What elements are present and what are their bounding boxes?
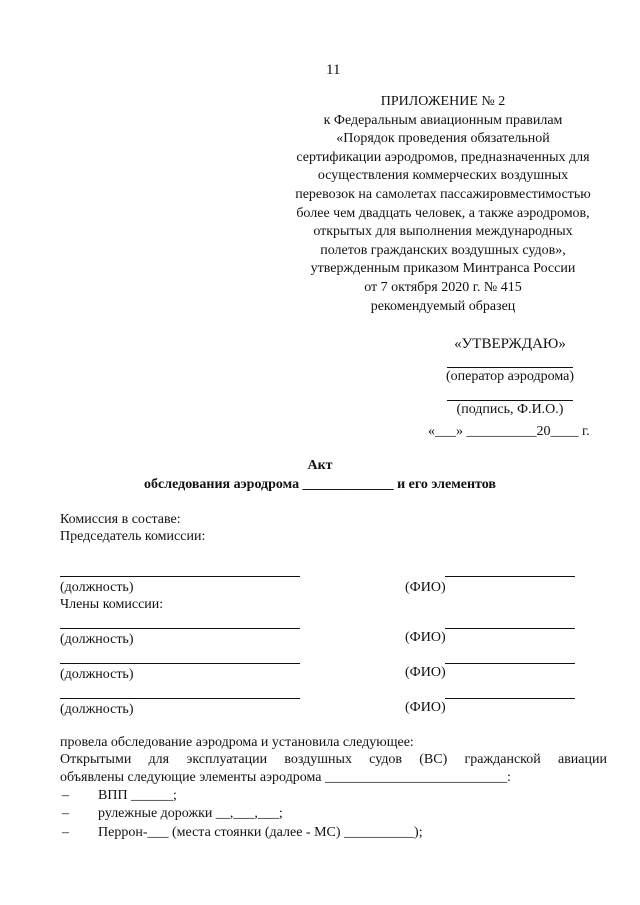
appendix-line: к Федеральным авиационным правилам: [323, 112, 563, 128]
position-caption: (должность): [60, 702, 134, 717]
fio-caption: (ФИО): [405, 630, 446, 645]
appendix-line: рекомендуемый образец: [370, 298, 516, 314]
list-item: Перрон-___ (места стоянки (далее - МС) __________);: [98, 825, 423, 840]
act-title: Акт: [307, 458, 333, 473]
position-line: [60, 698, 300, 699]
list-dash: –: [62, 788, 69, 803]
fio-line: [445, 628, 575, 629]
list-item: ВПП ______;: [98, 788, 177, 803]
findings-open-line: объявлены следующие элементы аэродрома __________________________:: [60, 770, 511, 785]
approval-block: [420, 336, 600, 419]
page-number: 11: [326, 62, 341, 78]
fio-caption: (ФИО): [405, 580, 446, 595]
appendix-line: утвержденным приказом Минтранса России: [310, 261, 576, 277]
position-caption: (должность): [60, 667, 134, 682]
position-caption: (должность): [60, 580, 134, 595]
list-dash: –: [62, 825, 69, 840]
appendix-line: осуществления коммерческих воздушных: [317, 168, 569, 184]
list-dash: –: [62, 806, 69, 821]
signature-caption: (подпись, Ф.И.О.): [456, 402, 564, 417]
appendix-line: более чем двадцать человек, а также аэродромов,: [296, 205, 590, 221]
appendix-line: сертификации аэродромов, предназначенных для: [296, 149, 590, 165]
appendix-line: ПРИЛОЖЕНИЕ № 2: [380, 94, 506, 109]
position-line: [60, 628, 300, 629]
findings-open-line: Открытыми для эксплуатации воздушных судов (ВС) гражданской авиации: [60, 752, 607, 767]
position-line: [60, 576, 300, 577]
appendix-line: открытых для выполнения международных: [313, 224, 573, 240]
approval-heading: «УТВЕРЖДАЮ»: [454, 336, 566, 352]
appendix-line: от 7 октября 2020 г. № 415: [364, 279, 522, 295]
list-item: рулежные дорожки __,___,___;: [98, 806, 283, 821]
commission-composition: Комиссия в составе:: [60, 512, 181, 527]
fio-line: [445, 698, 575, 699]
findings-intro: провела обследование аэродрома и установила следующее:: [60, 735, 414, 750]
operator-signature-line: [447, 353, 573, 368]
act-subtitle: обследования аэродрома _____________ и его элементов: [144, 477, 496, 492]
signature-line: [447, 386, 573, 401]
fio-line: [445, 576, 575, 577]
position-caption: (должность): [60, 632, 134, 647]
fio-line: [445, 663, 575, 664]
appendix-line: перевозок на самолетах пассажировместимостью: [295, 186, 591, 202]
fio-caption: (ФИО): [405, 700, 446, 715]
commission-chairman-label: Председатель комиссии:: [60, 529, 206, 544]
position-line: [60, 663, 300, 664]
fio-caption: (ФИО): [405, 665, 446, 680]
appendix-line: полетов гражданских воздушных судов»,: [320, 242, 566, 258]
appendix-line: «Порядок проведения обязательной: [336, 131, 550, 147]
approval-date-line: «___» __________20____ г.: [428, 424, 590, 439]
commission-members-label: Члены комиссии:: [60, 597, 164, 612]
appendix-block: [275, 93, 611, 316]
operator-caption: (оператор аэродрома): [446, 369, 574, 384]
